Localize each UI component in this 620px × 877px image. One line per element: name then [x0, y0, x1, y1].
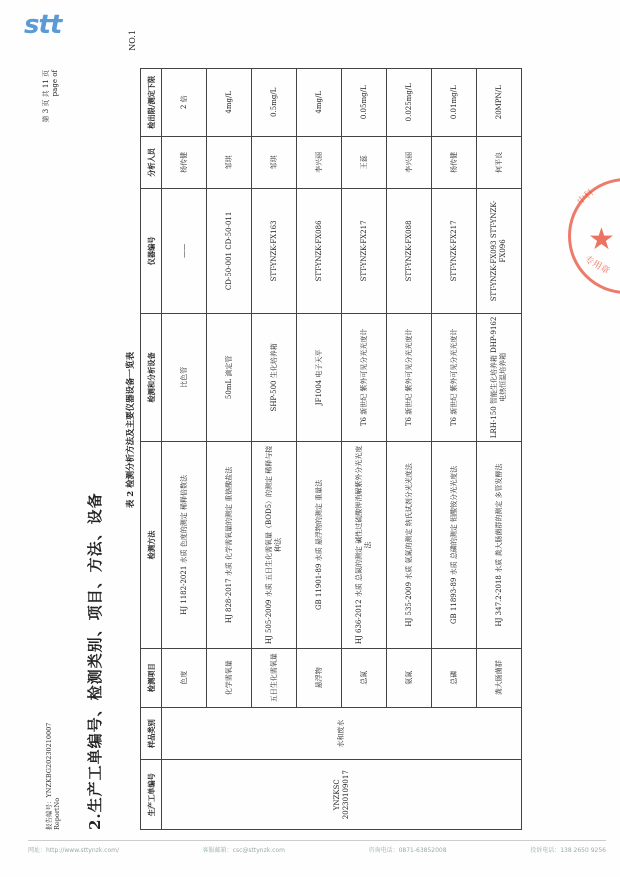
header-limit: 检出限/测定下限 — [141, 69, 162, 137]
limit-cell: 4mg/L — [207, 69, 252, 137]
limit-cell: 20MPN/L — [477, 69, 522, 137]
item-cell: 悬浮物 — [297, 648, 342, 707]
equipment-cell: JF1004 电子天平 — [297, 313, 342, 442]
instrument-cell: STT-YNZK-FX217 — [342, 189, 387, 313]
item-cell: 总氮 — [342, 648, 387, 707]
instrument-cell: STT-YNZK-FX086 — [297, 189, 342, 313]
table-header-row — [141, 69, 162, 830]
header-equipment: 检测和分析设备 — [141, 313, 162, 442]
page-indicator — [42, 70, 60, 123]
footer-email[interactable]: 客服邮箱：csc@sttynzk.com — [202, 847, 285, 854]
table-row — [162, 69, 207, 830]
section-title: 2.生产工单编号、检测类别、项目、方法、设备 — [86, 492, 104, 830]
limit-cell: 4mg/L — [297, 69, 342, 137]
limit-cell: 0.5mg/L — [252, 69, 297, 137]
analyst-cell: 邹琪 — [207, 136, 252, 189]
method-cell: HJ 636-2012 水质 总氮的测定 碱性过硫酸钾消解紫外分光光度法 — [342, 442, 387, 649]
report-number-en: ReportNo — [53, 797, 61, 830]
method-cell: HJ 505-2009 水质 五日生化需氧量（BOD5）的测定 稀释与接种法 — [252, 442, 297, 649]
instrument-cell: —— — [162, 189, 207, 313]
limit-cell: 0.05mg/L — [342, 69, 387, 137]
instrument-cell: STT-YNZK-FX217 — [432, 189, 477, 313]
report-number: 报告编号：YNZKBG20230210007 — [45, 722, 53, 830]
header-method: 检测方法 — [141, 442, 162, 649]
item-cell: 粪大肠菌群 — [477, 648, 522, 707]
limit-cell: 0.01mg/L — [432, 69, 477, 137]
header-item: 检测项目 — [141, 648, 162, 707]
page-line: 第 3 页 共 11 页 — [42, 70, 50, 123]
equipment-cell: T6 新世纪 紫外可见分光光度计 — [342, 313, 387, 442]
table-caption: 表 2 检测分析方法及主要仪器设备一览表 — [126, 351, 136, 509]
instrument-cell: CD-50-001 CD-50-011 — [207, 189, 252, 313]
stamp-text-top: 中科 — [575, 188, 597, 208]
equipment-cell: 50mL 滴定管 — [207, 313, 252, 442]
item-cell: 氨氮 — [387, 648, 432, 707]
header-analyst: 分析人员 — [141, 136, 162, 189]
method-cell: HJ 347.2-2018 水质 粪大肠菌群的测定 多管发酵法 — [477, 442, 522, 649]
equipment-cell: T6 新世纪 紫外可见分光光度计 — [432, 313, 477, 442]
limit-cell: 2 倍 — [162, 69, 207, 137]
analyst-cell: 王蕊 — [342, 136, 387, 189]
company-logo: stt — [24, 10, 62, 40]
analyst-cell: 杨传健 — [432, 136, 477, 189]
instrument-cell: STT-YNZK-FX163 — [252, 189, 297, 313]
footer-website[interactable]: 网址：http://www.sttynzk.com/ — [28, 847, 120, 854]
method-cell: GB 11893-89 水质 总磷的测定 钼酸铵分光光度法 — [432, 442, 477, 649]
footer-complaint: 投诉电话：138 2650 9256 — [530, 847, 606, 854]
analyst-cell: 何平良 — [477, 136, 522, 189]
item-cell: 色度 — [162, 648, 207, 707]
no-label: NO.1 — [128, 30, 137, 51]
sample-type-cell: 水和废水 — [162, 707, 522, 760]
method-cell: HJ 828-2017 水质 化学需氧量的测定 重铬酸盐法 — [207, 442, 252, 649]
equipment-cell: T6 新世纪 紫外可见分光光度计 — [387, 313, 432, 442]
method-cell: GB 11901-89 水质 悬浮物的测定 重量法 — [297, 442, 342, 649]
equipment-cell: LRH-150 智能生化培养箱 DHP-9162 电热恒温培养箱 — [477, 313, 522, 442]
item-cell: 化学需氧量 — [207, 648, 252, 707]
analyst-cell: 李兴丽 — [387, 136, 432, 189]
method-cell: HJ 535-2009 水质 氨氮的测定 纳氏试剂分光光度法 — [387, 442, 432, 649]
equipment-cell: 比色管 — [162, 313, 207, 442]
equipment-cell: SHP-500 生化培养箱 — [252, 313, 297, 442]
header-sample-type: 样品类别 — [141, 707, 162, 760]
header-instrument: 仪器编号 — [141, 189, 162, 313]
stamp-text-bottom: 专用章 — [582, 254, 611, 277]
methods-table — [140, 68, 522, 830]
page-line-en: page of — [51, 70, 59, 97]
rotated-report-page — [44, 30, 584, 830]
limit-cell: 0.025mg/L — [387, 69, 432, 137]
header-order-no: 生产工单编号 — [141, 760, 162, 830]
analyst-cell: 邹琪 — [252, 136, 297, 189]
analyst-cell: 李兴丽 — [297, 136, 342, 189]
instrument-cell: STT-YNZK-FX088 — [387, 189, 432, 313]
stamp-star-icon: ★ — [588, 222, 615, 257]
order-no-cell: YNZKSC 20230109017 — [162, 760, 522, 830]
instrument-cell: STT-YNZK-FX093 STT-YNZK-FX096 — [477, 189, 522, 313]
method-cell: HJ 1182-2021 水质 色度的测定 稀释倍数法 — [162, 442, 207, 649]
item-cell: 总磷 — [432, 648, 477, 707]
item-cell: 五日生化需氧量 — [252, 648, 297, 707]
analyst-cell: 杨传健 — [162, 136, 207, 189]
footer-phone: 咨询电话：0871-63852008 — [368, 847, 447, 854]
page-footer — [28, 840, 606, 854]
